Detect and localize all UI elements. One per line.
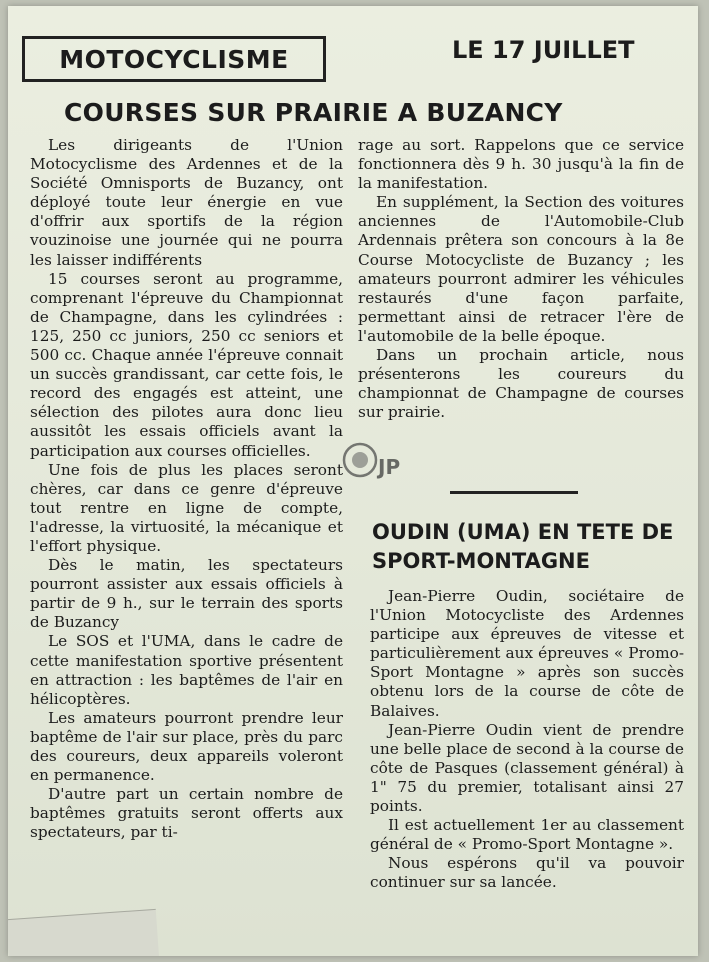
paragraph: 15 courses seront au programme, comprenant l'épreuve du Championnat de Champagne, dans les cylindrées : 125, 250 cc juniors, 250 cc seniors et 500 cc. Chaque année l'épreuve connait un succès grandissant, car cette fois, le record des engagés est atteint, une sélection des pilotes aura donc lieu aussitôt les essais officiels avant la participation aux courses officielles. [30,269,343,460]
article-separator-rule [450,491,578,494]
paragraph: Les dirigeants de l'Union Motocyclisme des Ardennes et de la Société Omnisports de Buzancy, ont déployé toute leur énergie en vue d'offrir aux sportifs de la région vouzinoise une journée qui ne pourra les laisser indifférents [30,136,343,269]
article-headline: COURSES SUR PRAIRIE A BUZANCY [64,98,563,127]
section-title: MOTOCYCLISME [59,44,289,74]
torn-paper-corner [8,909,160,956]
paragraph: Le SOS et l'UMA, dans le cadre de cette manifestation sportive présentent en attraction : les baptêmes de l'air en hélicoptères. [30,632,343,708]
paragraph: En supplément, la Section des voitures anciennes de l'Automobile-Club Ardennais prêtera son concours à la 8e Course Motocycliste de Buzancy ; les amateurs pourront admirer les véhicules restaurés d'une façon parfaite, permettant ainsi de retracer l'ère de l'automobile de la belle époque. [358,193,684,345]
newspaper-clipping [8,6,698,956]
paragraph: Jean-Pierre Oudin, sociétaire de l'Union Motocycliste des Ardennes participe aux épreuves de vitesse et particulièrement aux épreuves « Promo-Sport Montagne » après son succès obtenu lors de la course de côte de Balaives. [370,587,684,720]
paragraph: Une fois de plus les places seront chères, car dans ce genre d'épreuve tout rentre en ligne de compte, l'adresse, la virtuosité, la mécanique et l'effort physique. [30,460,343,555]
paragraph: Il est actuellement 1er au classement général de « Promo-Sport Montagne ». [370,816,684,854]
watermark-label: JP [378,455,401,479]
paragraph: Dans un prochain article, nous présenterons les coureurs du championnat de Champagne de courses sur prairie. [358,346,684,422]
paragraph: D'autre part un certain nombre de baptêmes gratuits seront offerts aux spectateurs, par ti- [30,785,343,842]
paragraph: Nous espérons qu'il va pouvoir continuer sur sa lancée. [370,854,684,892]
article-column-right [358,136,684,422]
paragraph: Jean-Pierre Oudin vient de prendre une belle place de second à la course de côte de Pasques (classement général) à 1" 75 du premier, totalisant ainsi 27 points. [370,720,684,816]
article-column-left [30,136,343,842]
paragraph: Dès le matin, les spectateurs pourront assister aux essais officiels à partir de 9 h., sur le terrain des sports de Buzancy [30,556,343,632]
second-article-column [370,587,684,893]
paragraph: Les amateurs pourront prendre leur baptême de l'air sur place, près du parc des coureurs, deux appareils voleront en permanence. [30,708,343,785]
section-header-box [22,36,326,82]
event-date: LE 17 JUILLET [452,36,635,64]
paragraph: rage au sort. Rappelons que ce service fonctionnera dès 9 h. 30 jusqu'à la fin de la manifestation. [358,136,684,193]
jp-watermark-stamp [338,438,408,486]
second-article-headline: OUDIN (UMA) EN TETE DE SPORT-MONTAGNE [372,520,674,573]
